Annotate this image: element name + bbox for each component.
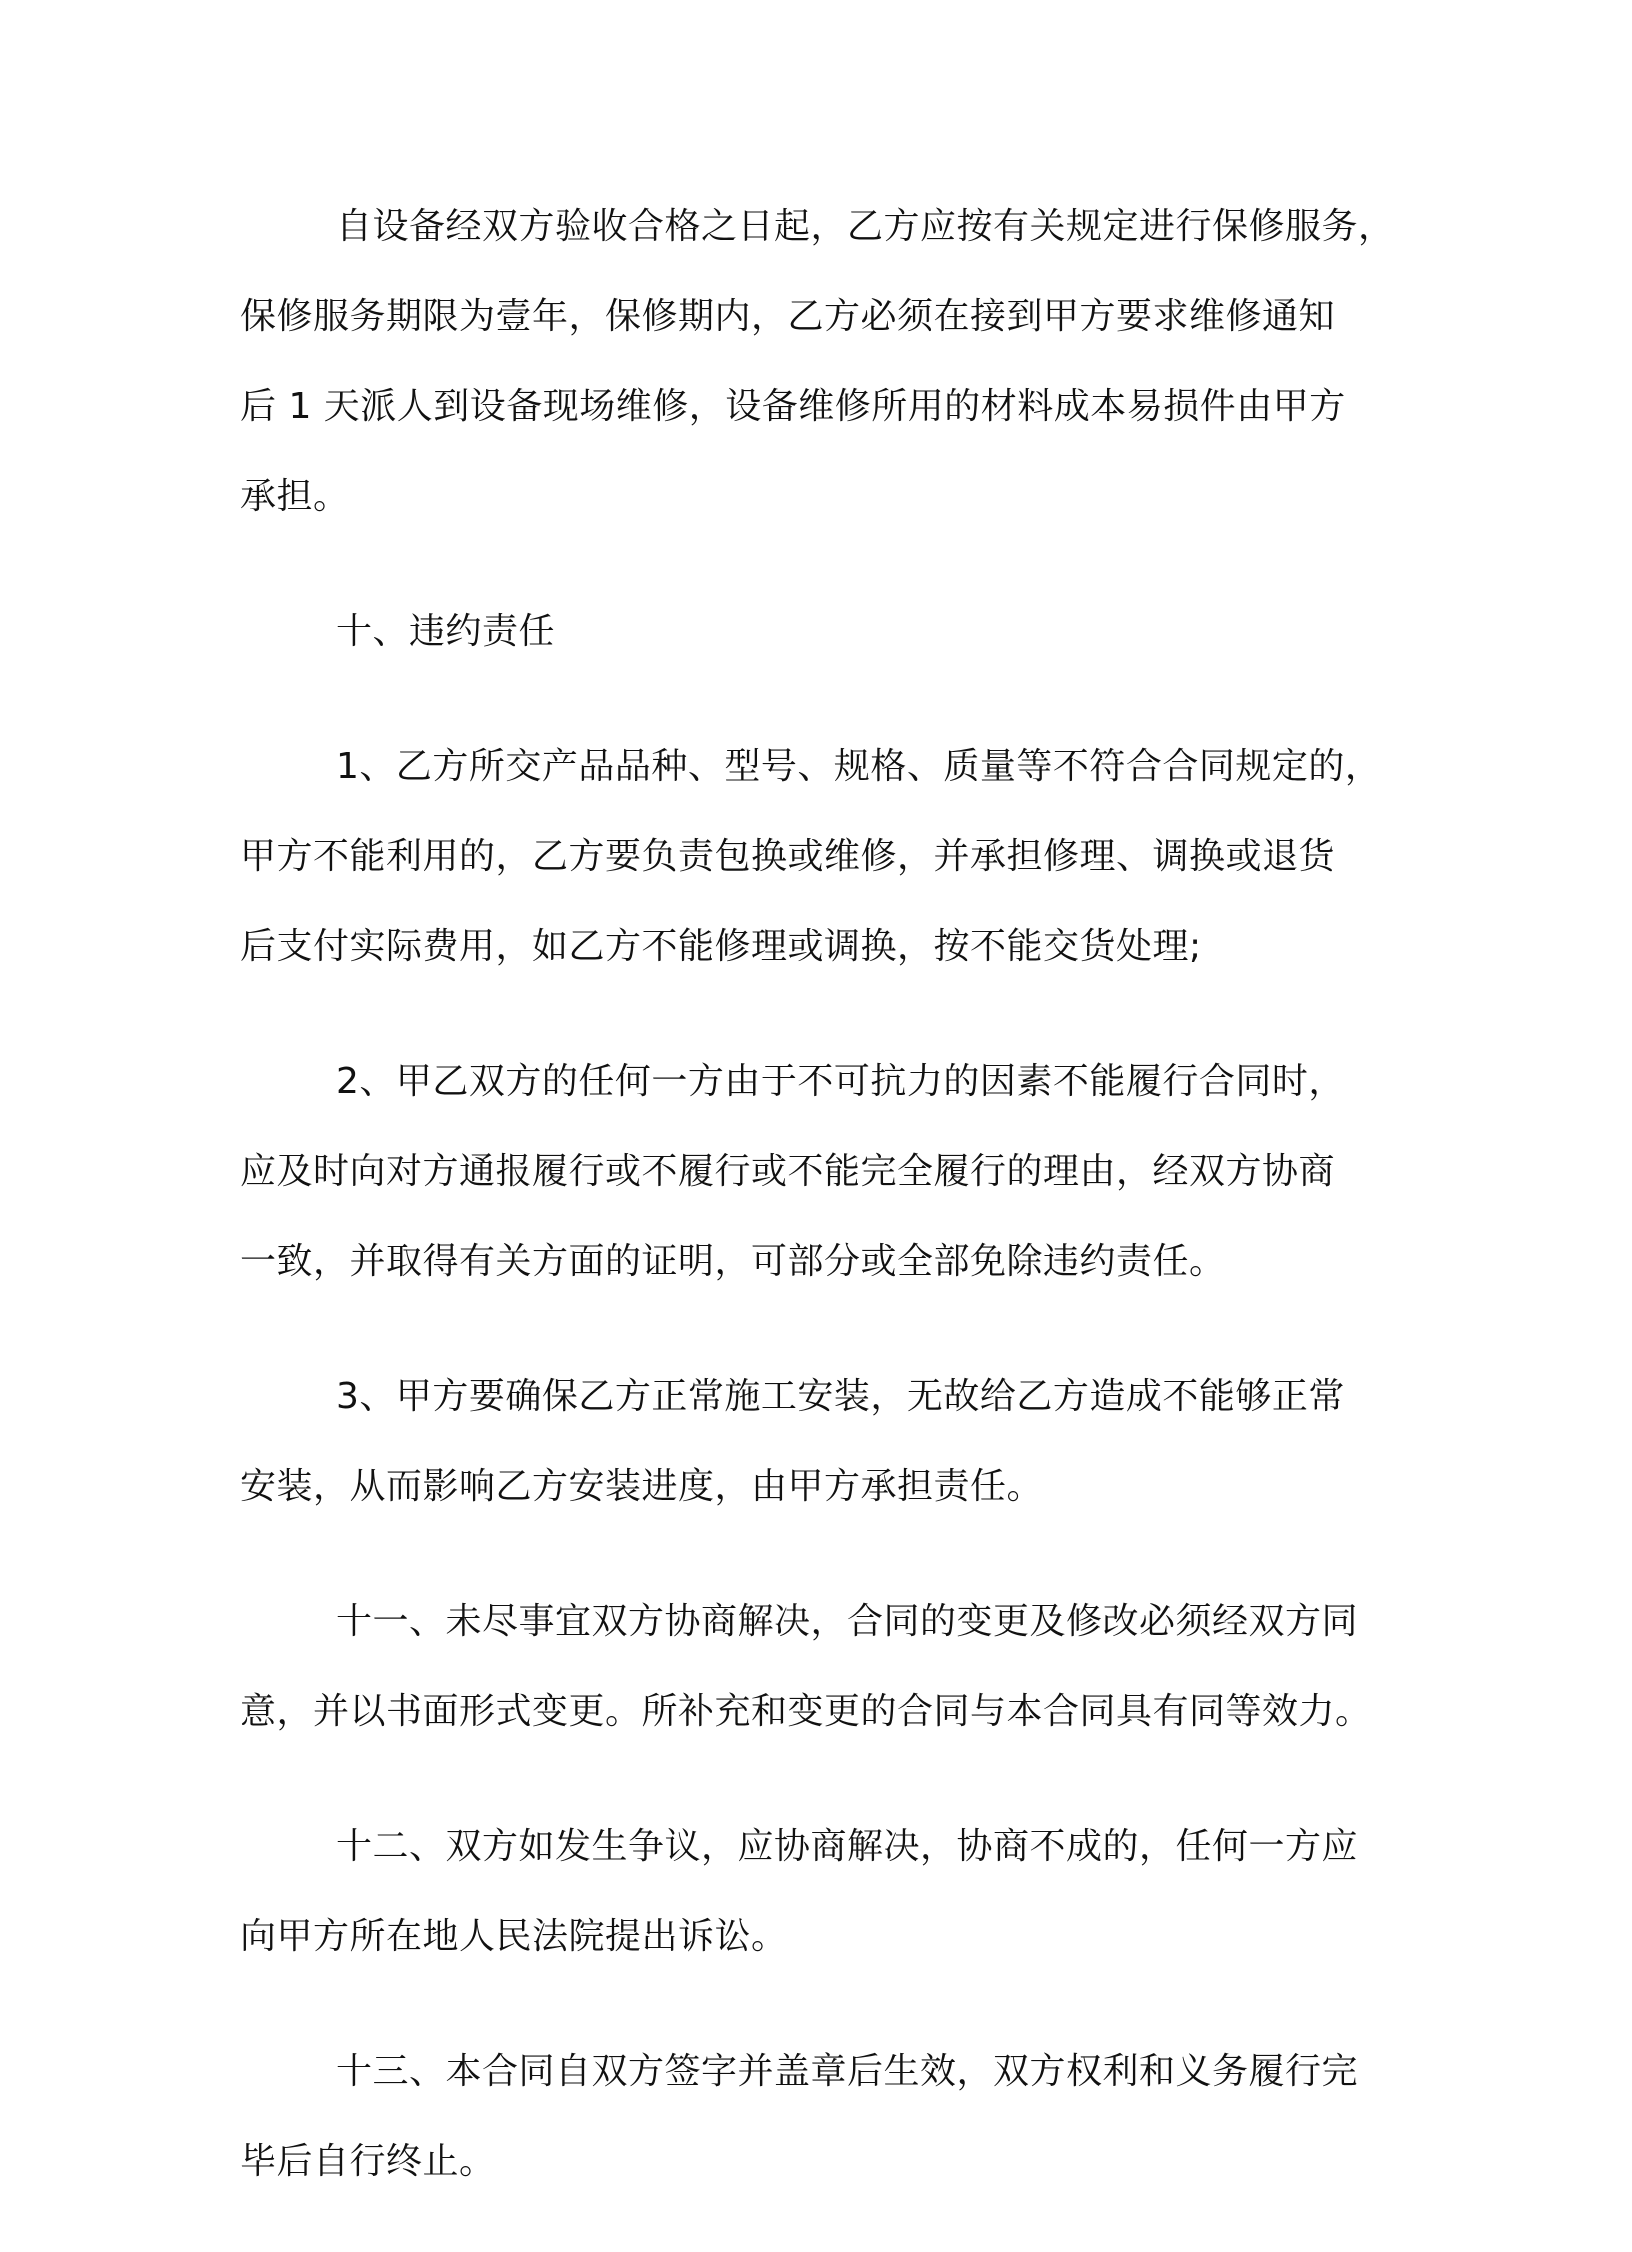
paragraph-line: 承担。: [240, 476, 350, 517]
paragraph-line: 自设备经双方验收合格之日起，乙方应按有关规定进行保修服务，: [336, 206, 1395, 247]
paragraph-line: 安装，从而影响乙方安装进度，由甲方承担责任。: [240, 1466, 1044, 1507]
paragraph-line: 应及时向对方通报履行或不履行或不能完全履行的理由，经双方协商: [240, 1151, 1336, 1192]
paragraph-line: 十一、未尽事宜双方协商解决，合同的变更及修改必须经双方同: [336, 1601, 1359, 1642]
clause-3: [240, 1352, 1400, 1532]
section-heading-text: 十、违约责任: [336, 611, 556, 652]
clause-2: [240, 1037, 1400, 1307]
paragraph-line: 甲方不能利用的，乙方要负责包换或维修，并承担修理、调换或退货: [240, 836, 1336, 877]
paragraph-line: 十二、双方如发生争议，应协商解决，协商不成的，任何一方应: [336, 1826, 1359, 1867]
section-thirteen: [240, 2027, 1400, 2207]
paragraph-line: 1、乙方所交产品品种、型号、规格、质量等不符合合同规定的，: [336, 746, 1382, 787]
paragraph-line: 后支付实际费用，如乙方不能修理或调换，按不能交货处理;: [240, 926, 1202, 967]
section-heading-breach: [240, 587, 1400, 677]
document-body: [240, 182, 1400, 2252]
section-eleven: [240, 1577, 1400, 1757]
paragraph-line: 向甲方所在地人民法院提出诉讼。: [240, 1916, 788, 1957]
paragraph-line: 2、甲乙双方的任何一方由于不可抗力的因素不能履行合同时，: [336, 1061, 1345, 1102]
paragraph-warranty: [240, 182, 1400, 542]
paragraph-line: 后 1 天派人到设备现场维修，设备维修所用的材料成本易损件由甲方: [240, 386, 1346, 427]
paragraph-line: 保修服务期限为壹年，保修期内，乙方必须在接到甲方要求维修通知: [240, 296, 1336, 337]
paragraph-line: 十三、本合同自双方签字并盖章后生效，双方权利和义务履行完: [336, 2051, 1359, 2092]
paragraph-line: 3、甲方要确保乙方正常施工安装，无故给乙方造成不能够正常: [336, 1376, 1345, 1417]
paragraph-line: 毕后自行终止。: [240, 2141, 496, 2182]
clause-1: [240, 722, 1400, 992]
paragraph-line: 一致，并取得有关方面的证明，可部分或全部免除违约责任。: [240, 1241, 1226, 1282]
paragraph-line: 意，并以书面形式变更。所补充和变更的合同与本合同具有同等效力。: [240, 1691, 1372, 1732]
section-twelve: [240, 1802, 1400, 1982]
